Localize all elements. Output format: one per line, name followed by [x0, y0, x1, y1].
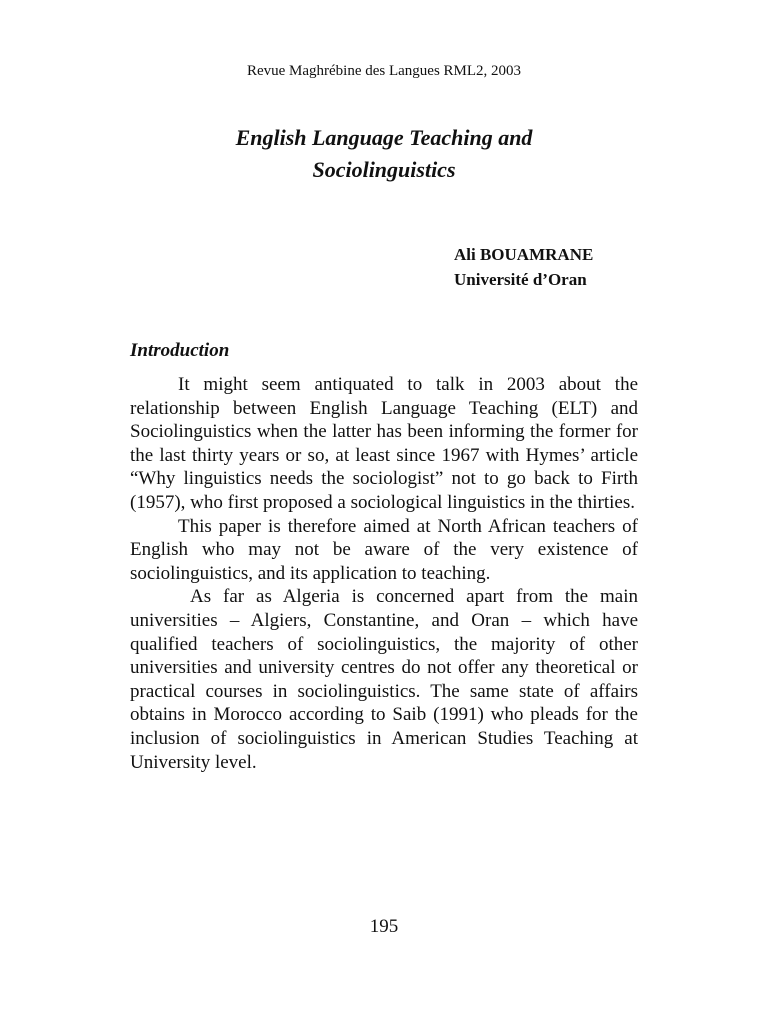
article-title-line-1: English Language Teaching and	[235, 125, 533, 150]
author-name: Ali BOUAMRANE	[454, 245, 594, 264]
author-affiliation: Université d’Oran	[454, 270, 587, 289]
section-heading-introduction: Introduction	[130, 340, 230, 361]
page-number: 195	[369, 916, 399, 937]
paragraph-1: It might seem antiquated to talk in 2003 about the relationship between English Language Teaching (ELT) and Sociolinguistics when the latter has been informing the former for the last thirty years or so, at least since 1967 with Hymes’ article “Why linguistics needs the sociologist” not to go back to Firth (1957), who first proposed a sociological linguistics in the thirties.	[130, 374, 638, 513]
author-block	[454, 242, 593, 292]
introduction-body	[130, 373, 638, 774]
article-title-line-2: Sociolinguistics	[312, 157, 456, 182]
paragraph-3: As far as Algeria is concerned apart from the main universities – Algiers, Constantine, and Oran – which have qualified teachers of sociolinguistics, the majority of other universities and university centres do not offer any theoretical or practical courses in sociolinguistics. The same state of affairs obtains in Morocco according to Saib (1991) who pleads for the inclusion of sociolinguistics in American Studies Teaching at University level.	[130, 586, 638, 773]
running-header: Revue Maghrébine des Langues RML2, 2003	[246, 63, 522, 79]
paragraph-2: This paper is therefore aimed at North African teachers of English who may not be aware of the very existence of sociolinguistics, and its application to teaching.	[130, 515, 638, 584]
article-title	[0, 122, 768, 186]
